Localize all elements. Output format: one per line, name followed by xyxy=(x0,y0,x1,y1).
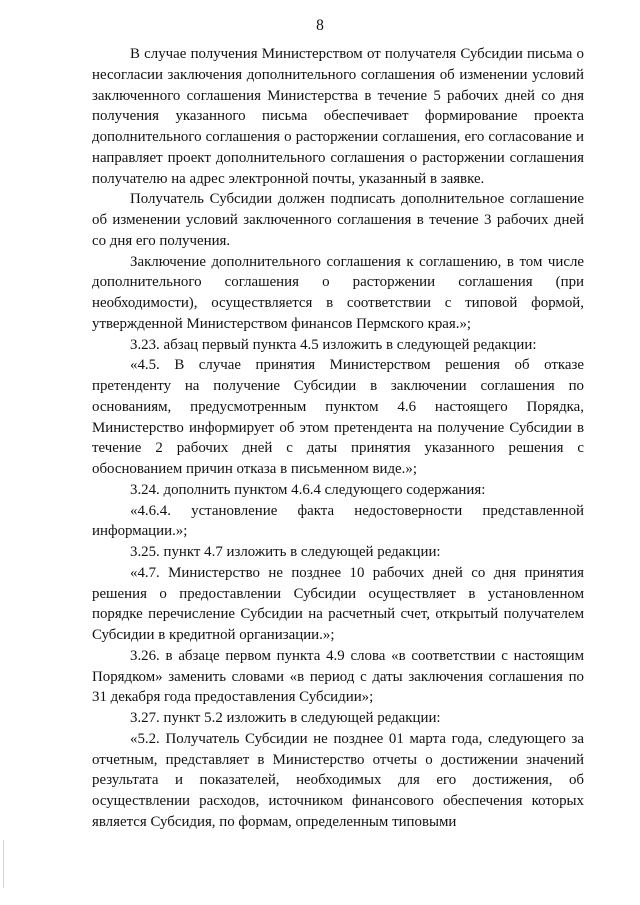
page-number: 8 xyxy=(316,17,324,34)
paragraph-disagreement-letter: В случае получения Министерством от получателя Субсидии письма о несогласии заключения дополнительного соглашения об изменении условий заключенного соглашения Министерства в течение 5 рабочих дней со дня получения указанного письма обеспечивает формирование проекта дополнительного соглашения о расторжении соглашения, его согласование и направляет проект дополнительного соглашения о расторжении соглашения получателю на адрес электронной почты, указанный в заявке. xyxy=(92,46,584,187)
paragraph-item-3-27: 3.27. пункт 5.2 изложить в следующей редакции: xyxy=(130,710,441,726)
paragraph-item-3-26: 3.26. в абзаце первом пункта 4.9 слова «в соответствии с настоящим Порядком» заменить словами «в период с даты заключения соглашения по 31 декабря года предоставления Субсидии»; xyxy=(92,647,584,706)
paragraph-item-3-25: 3.25. пункт 4.7 изложить в следующей редакции: xyxy=(130,544,441,560)
paragraph-item-3-24: 3.24. дополнить пунктом 4.6.4 следующего содержания: xyxy=(130,481,486,498)
paragraph-additional-agreement: Заключение дополнительного соглашения к соглашению, в том числе дополнительного соглашения о расторжении соглашения (при необходимости), осуществляется в соответствии с типовой формой, утвержденной Министерством финансов Пермского края.»; xyxy=(92,253,584,332)
scan-margin-line xyxy=(3,840,4,888)
paragraph-item-4-7: «4.7. Министерство не позднее 10 рабочих дней со дня принятия решения о предоставлении Субсидии осуществляет в установленном порядке перечисление Субсидии на расчетный счет, открытый получателем Субсидии в кредитной организации.»; xyxy=(92,564,584,643)
paragraph-item-3-23: 3.23. абзац первый пункта 4.5 изложить в следующей редакции: xyxy=(130,336,537,353)
paragraph-recipient-signing: Получатель Субсидии должен подписать дополнительное соглашение об изменении условий заключенного соглашения в течение 3 рабочих дней со дня его получения. xyxy=(92,191,584,249)
paragraph-item-4-5: «4.5. В случае принятия Министерством решения об отказе претенденту на получение Субсидии в заключении соглашения по основаниям, предусмотренным пунктом 4.6 настоящего Порядка, Министерство информирует об этом претендента на получение Субсидии в течение 2 рабочих дней с даты принятия указанного решения с обоснованием причин отказа в письменном виде.»; xyxy=(92,357,584,477)
paragraph-item-4-6-4: «4.6.4. установление факта недостоверности представленной информации.»; xyxy=(92,502,584,540)
document-body xyxy=(92,44,584,833)
paragraph-item-5-2: «5.2. Получатель Субсидии не позднее 01 марта года, следующего за отчетным, представляет в Министерство отчеты о достижении значений результата и показателей, необходимых для его достижения, об осуществлении расходов, источником финансового обеспечения которых является Субсидия, по формам, определенным типовыми xyxy=(92,730,584,830)
